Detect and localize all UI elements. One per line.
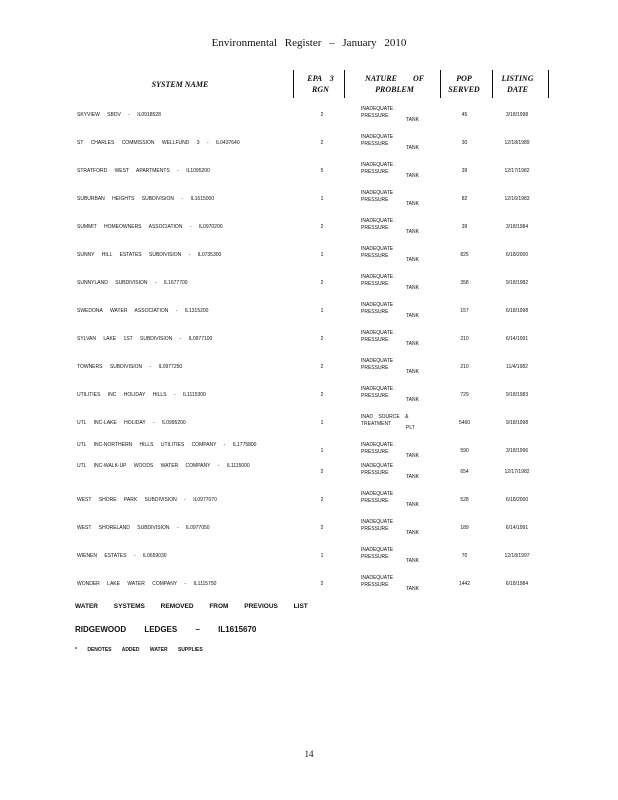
header-pop: POP SERVED bbox=[448, 74, 480, 94]
problem-line-3: TANK bbox=[406, 586, 419, 592]
table-row bbox=[0, 515, 618, 543]
problem-line-3: TANK bbox=[406, 369, 419, 375]
problem-line-3: TANK bbox=[406, 117, 419, 123]
problem-line-1: INADEQUATE bbox=[361, 575, 394, 581]
listing-date-cell: 12/17/1982 bbox=[504, 168, 530, 174]
problem-line-2: PRESSURE bbox=[361, 197, 389, 203]
table-row bbox=[0, 326, 618, 354]
listing-date-cell: 11/4/1982 bbox=[506, 364, 528, 370]
problem-line-2: PRESSURE bbox=[361, 113, 389, 119]
system-name-cell: WIENEN ESTATES - IL0659030 bbox=[77, 553, 167, 559]
table-row bbox=[0, 242, 618, 270]
problem-line-2: TREATMENT bbox=[361, 421, 392, 427]
region-cell: 2 bbox=[320, 140, 324, 146]
problem-line-1: INADEQUATE bbox=[361, 162, 394, 168]
listing-date-cell: 12/18/1997 bbox=[504, 553, 530, 559]
listing-date-cell: 3/18/1984 bbox=[505, 224, 529, 230]
population-cell: 825 bbox=[460, 252, 469, 258]
footnote: * DENOTES ADDED WATER SUPPLIES bbox=[75, 647, 203, 653]
population-cell: 39 bbox=[461, 168, 468, 174]
removed-heading: WATER SYSTEMS REMOVED FROM PREVIOUS LIST bbox=[75, 603, 308, 610]
problem-line-1: INADEQUATE bbox=[361, 190, 394, 196]
problem-line-3: TANK bbox=[406, 397, 419, 403]
problem-line-1: INADEQUATE bbox=[361, 491, 394, 497]
population-cell: 210 bbox=[460, 336, 469, 342]
system-name-cell: WEST SHORELAND SUBDIVISION - IL0977050 bbox=[77, 525, 210, 531]
listing-date-cell: 3/18/1996 bbox=[505, 448, 529, 454]
region-cell: 2 bbox=[320, 364, 324, 370]
problem-line-3: PLT bbox=[406, 425, 415, 431]
problem-line-3: TANK bbox=[406, 474, 419, 480]
table-row bbox=[0, 270, 618, 298]
system-name-cell: UTL INC-LAKE HOLIDAY - IL0995200 bbox=[77, 420, 186, 426]
problem-line-2: PRESSURE bbox=[361, 554, 389, 560]
column-divider bbox=[492, 70, 493, 98]
problem-line-1: INADEQUATE bbox=[361, 386, 394, 392]
region-cell: 1 bbox=[320, 553, 324, 559]
page-title: Environmental Register – January 2010 bbox=[211, 37, 407, 49]
system-name-cell: SKYVIEW SBDV - IL0918528 bbox=[77, 112, 161, 118]
table-row bbox=[0, 158, 618, 186]
system-name-cell: SYLVAN LAKE 1ST SUBDIVISION - IL0977100 bbox=[77, 336, 213, 342]
system-name-cell: WEST SHORE PARK SUBDIVISION - IL0977070 bbox=[77, 497, 217, 503]
listing-date-cell: 6/14/1991 bbox=[505, 336, 529, 342]
page-number: 14 bbox=[304, 749, 314, 759]
problem-line-1: INAD SOURCE & bbox=[361, 414, 409, 420]
table-row bbox=[0, 130, 618, 158]
problem-line-1: INADEQUATE bbox=[361, 463, 394, 469]
problem-line-1: INADEQUATE bbox=[361, 330, 394, 336]
region-cell: 2 bbox=[320, 469, 324, 475]
table-row bbox=[0, 186, 618, 214]
region-cell: 5 bbox=[320, 168, 324, 174]
population-cell: 654 bbox=[460, 469, 469, 475]
listing-date-cell: 6/18/2000 bbox=[505, 497, 529, 503]
problem-line-2: PRESSURE bbox=[361, 498, 389, 504]
table-row bbox=[0, 214, 618, 242]
table-row bbox=[0, 487, 618, 515]
population-cell: 1442 bbox=[458, 581, 471, 587]
system-name-cell: SUNNY HILL ESTATES SUBDIVISION - IL0735300 bbox=[77, 252, 222, 258]
problem-line-3: TANK bbox=[406, 201, 419, 207]
system-name-cell: UTILITIES INC HOLIDAY HILLS - IL1115300 bbox=[77, 392, 206, 398]
system-name-cell: UTL INC-NORTHERN HILLS UTILITIES COMPANY - IL1775800 bbox=[77, 442, 257, 448]
population-cell: 45 bbox=[461, 112, 468, 118]
problem-line-1: INADEQUATE bbox=[361, 246, 394, 252]
problem-line-2: PRESSURE bbox=[361, 582, 389, 588]
problem-line-3: TANK bbox=[406, 285, 419, 291]
problem-line-2: PRESSURE bbox=[361, 225, 389, 231]
problem-line-3: TANK bbox=[406, 173, 419, 179]
listing-date-cell: 6/14/1991 bbox=[505, 525, 529, 531]
listing-date-cell: 12/17/1982 bbox=[504, 469, 530, 475]
region-cell: 1 bbox=[320, 308, 324, 314]
problem-line-1: INADEQUATE bbox=[361, 358, 394, 364]
column-divider bbox=[344, 70, 345, 98]
problem-line-1: INADEQUATE bbox=[361, 218, 394, 224]
population-cell: 5460 bbox=[458, 420, 471, 426]
region-cell: 2 bbox=[320, 112, 324, 118]
population-cell: 39 bbox=[461, 224, 468, 230]
region-cell: 2 bbox=[320, 224, 324, 230]
problem-line-2: PRESSURE bbox=[361, 365, 389, 371]
listing-date-cell: 9/18/1982 bbox=[505, 280, 529, 286]
column-divider bbox=[440, 70, 441, 98]
problem-line-1: INADEQUATE bbox=[361, 547, 394, 553]
problem-line-2: PRESSURE bbox=[361, 309, 389, 315]
listing-date-cell: 9/18/1983 bbox=[505, 392, 529, 398]
header-rgn: EPA 3 RGN bbox=[307, 74, 334, 94]
problem-line-2: PRESSURE bbox=[361, 526, 389, 532]
table-row bbox=[0, 543, 618, 571]
region-cell: 2 bbox=[320, 336, 324, 342]
listing-date-cell: 12/18/1989 bbox=[504, 140, 530, 146]
problem-line-3: TANK bbox=[406, 145, 419, 151]
problem-line-3: TANK bbox=[406, 502, 419, 508]
table-row bbox=[0, 102, 618, 130]
problem-line-2: PRESSURE bbox=[361, 337, 389, 343]
region-cell: 1 bbox=[320, 196, 324, 202]
system-name-cell: WONDER LAKE WATER COMPANY - IL1115750 bbox=[77, 581, 217, 587]
population-cell: 590 bbox=[460, 448, 469, 454]
problem-line-3: TANK bbox=[406, 341, 419, 347]
listing-date-cell: 6/18/1998 bbox=[505, 308, 529, 314]
table-row bbox=[0, 382, 618, 410]
problem-line-2: PRESSURE bbox=[361, 253, 389, 259]
problem-line-2: PRESSURE bbox=[361, 449, 389, 455]
problem-line-1: INADEQUATE bbox=[361, 519, 394, 525]
population-cell: 210 bbox=[460, 364, 469, 370]
problem-line-1: INADEQUATE bbox=[361, 274, 394, 280]
column-divider bbox=[548, 70, 549, 98]
region-cell: 1 bbox=[320, 252, 324, 258]
system-name-cell: ST CHARLES COMMISSION WELLFUND 3 - IL0437640 bbox=[77, 140, 240, 146]
listing-date-cell: 12/16/1983 bbox=[504, 196, 530, 202]
region-cell: 2 bbox=[320, 497, 324, 503]
problem-line-2: PRESSURE bbox=[361, 169, 389, 175]
problem-line-2: PRESSURE bbox=[361, 281, 389, 287]
region-cell: 2 bbox=[320, 525, 324, 531]
region-cell: 2 bbox=[320, 392, 324, 398]
problem-line-2: PRESSURE bbox=[361, 393, 389, 399]
table-row bbox=[0, 354, 618, 382]
listing-date-cell: 9/18/1998 bbox=[505, 420, 529, 426]
population-cell: 70 bbox=[461, 553, 468, 559]
population-cell: 729 bbox=[460, 392, 469, 398]
header-nature: NATURE OF PROBLEM bbox=[364, 74, 425, 94]
region-cell: 2 bbox=[320, 280, 324, 286]
problem-line-1: INADEQUATE bbox=[361, 106, 394, 112]
header-date: LISTING DATE bbox=[501, 74, 534, 94]
problem-line-1: INADEQUATE bbox=[361, 302, 394, 308]
problem-line-2: PRESSURE bbox=[361, 141, 389, 147]
population-cell: 528 bbox=[460, 497, 469, 503]
problem-line-3: TANK bbox=[406, 558, 419, 564]
population-cell: 358 bbox=[460, 280, 469, 286]
system-name-cell: SWEDONA WATER ASSOCIATION - IL1315200 bbox=[77, 308, 209, 314]
population-cell: 189 bbox=[460, 525, 469, 531]
region-cell: 2 bbox=[320, 581, 324, 587]
system-name-cell: TOWNERS SUBDIVISION - IL0977250 bbox=[77, 364, 183, 370]
population-cell: 30 bbox=[461, 140, 468, 146]
listing-date-cell: 3/18/1998 bbox=[505, 112, 529, 118]
problem-line-3: TANK bbox=[406, 530, 419, 536]
problem-line-2: PRESSURE bbox=[361, 470, 389, 476]
system-name-cell: UTL INC-WALK-UP WOODS WATER COMPANY - IL1115000 bbox=[77, 463, 250, 469]
problem-line-1: INADEQUATE bbox=[361, 442, 394, 448]
system-name-cell: SUNNYLAND SUBDIVISION - IL1677700 bbox=[77, 280, 188, 286]
population-cell: 82 bbox=[461, 196, 468, 202]
listing-date-cell: 6/18/2000 bbox=[505, 252, 529, 258]
problem-line-3: TANK bbox=[406, 229, 419, 235]
problem-line-1: INADEQUATE bbox=[361, 134, 394, 140]
population-cell: 157 bbox=[460, 308, 469, 314]
listing-date-cell: 6/18/1984 bbox=[505, 581, 529, 587]
system-name-cell: SUBURBAN HEIGHTS SUBDIVISION - IL1615000 bbox=[77, 196, 215, 202]
table-row bbox=[0, 410, 618, 438]
removed-item: RIDGEWOOD LEDGES – IL1615670 bbox=[75, 625, 257, 634]
header-system-name: SYSTEM NAME bbox=[151, 80, 209, 89]
region-cell: 1 bbox=[320, 448, 324, 454]
problem-line-3: TANK bbox=[406, 257, 419, 263]
system-name-cell: STRATFORD WEST APARTMENTS - IL1095200 bbox=[77, 168, 210, 174]
system-name-cell: SUMMIT HOMEOWNERS ASSOCIATION - IL0970200 bbox=[77, 224, 223, 230]
problem-line-3: TANK bbox=[406, 313, 419, 319]
table-row bbox=[0, 571, 618, 599]
region-cell: 1 bbox=[320, 420, 324, 426]
column-divider bbox=[293, 70, 294, 98]
table-row bbox=[0, 298, 618, 326]
problem-line-3: TANK bbox=[406, 453, 419, 459]
table-row bbox=[0, 459, 618, 487]
